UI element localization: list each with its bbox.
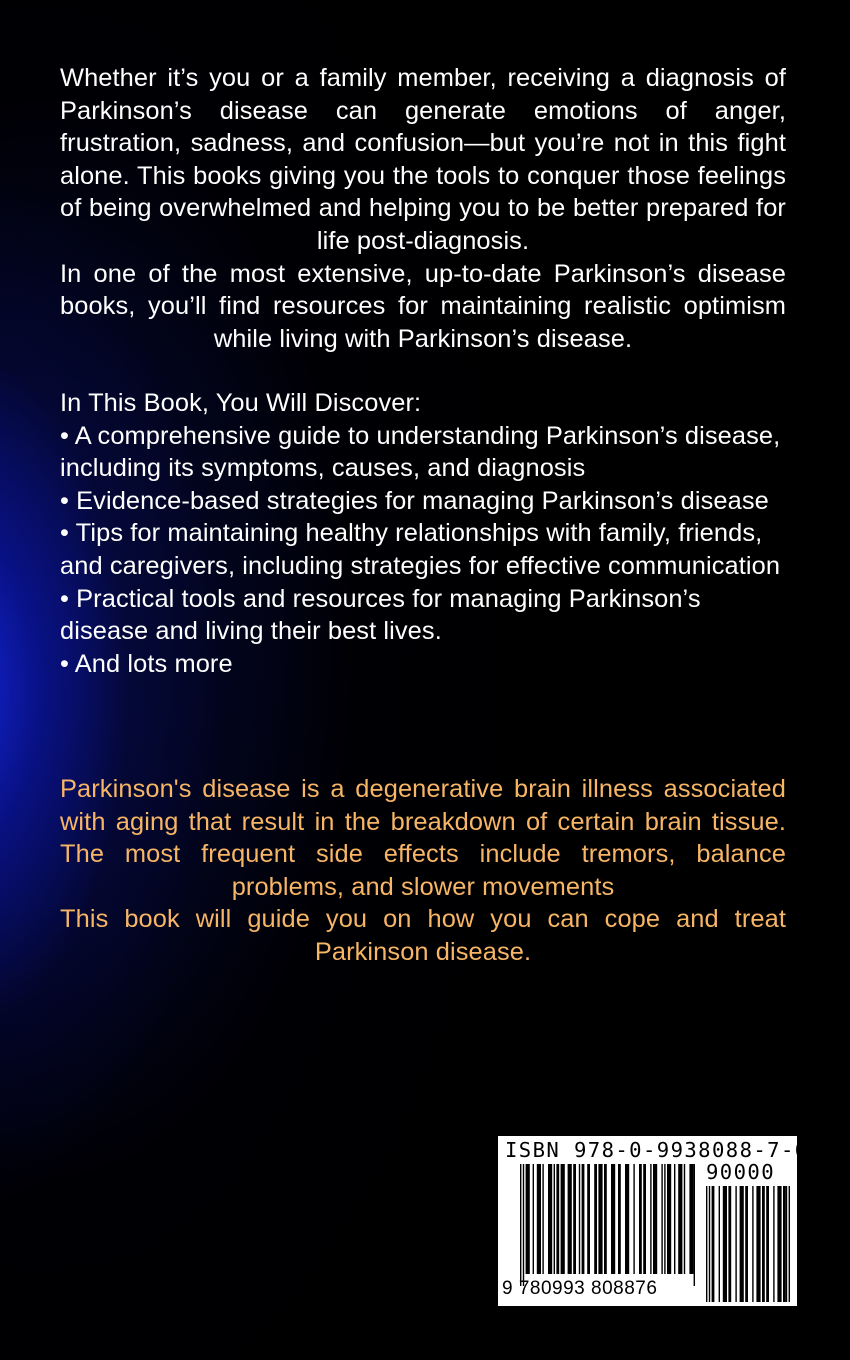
barcode-bar — [533, 1164, 534, 1274]
barcode-bar — [745, 1186, 748, 1302]
barcode-bar — [712, 1186, 715, 1302]
ean-digits-label: 9 780993 808876 — [502, 1278, 658, 1299]
barcode-bar — [554, 1164, 555, 1274]
list-item: • And lots more — [60, 649, 233, 678]
barcode-bar — [735, 1186, 736, 1302]
barcode-bar — [766, 1186, 769, 1302]
barcode-bar — [520, 1164, 521, 1286]
barcode-bar — [633, 1164, 634, 1274]
barcode-bar — [667, 1164, 671, 1274]
barcode-bar — [756, 1186, 760, 1302]
barcode-bar — [625, 1164, 629, 1274]
barcode-bar — [594, 1164, 597, 1274]
barcode-bar — [678, 1164, 682, 1274]
price-code-label: 90000 — [706, 1160, 775, 1184]
barcode-bar — [694, 1164, 695, 1286]
barcode-bar — [573, 1164, 576, 1274]
list-item: • Practical tools and resources for managing Parkinson’s disease and living their best lives. — [60, 584, 701, 646]
barcode-bar — [650, 1164, 651, 1274]
closing-text — [60, 773, 786, 969]
barcode-bar — [604, 1164, 607, 1274]
barcode-bar — [556, 1164, 559, 1274]
barcode-bar — [777, 1186, 781, 1302]
barcode-bar — [653, 1164, 657, 1274]
barcode-bar — [740, 1186, 744, 1302]
barcode-bar — [789, 1186, 790, 1302]
barcode-bar — [542, 1164, 543, 1274]
barcode-bar — [639, 1164, 642, 1274]
barcode-bar — [752, 1186, 753, 1302]
barcode-bar — [526, 1164, 530, 1274]
isbn-barcode — [498, 1136, 809, 1306]
barcode-bar — [618, 1164, 621, 1274]
barcode-bar — [719, 1186, 720, 1302]
barcode-bar — [684, 1164, 685, 1274]
barcode-bar — [723, 1186, 727, 1302]
list-item: • Tips for maintaining healthy relationships with family, friends, and caregivers, including strategies for effective communication — [60, 519, 781, 580]
intro-paragraph-2: In one of the most extensive, up-to-date Parkinson’s disease books, you’ll find resources for maintaining realistic optimism while living with Parkinson’s disease. — [60, 259, 786, 353]
isbn-label: ISBN 978-0-9938088-7-6 — [505, 1138, 809, 1162]
discover-list — [60, 387, 786, 680]
barcode-bar — [706, 1186, 707, 1302]
barcode-bar — [674, 1164, 675, 1274]
barcode-bar — [598, 1164, 602, 1274]
barcode-bar — [664, 1164, 665, 1274]
barcode-bar — [762, 1186, 765, 1302]
barcode-bar — [568, 1164, 572, 1274]
barcode-bar — [523, 1164, 524, 1286]
barcode-bar — [661, 1164, 662, 1274]
list-item: • A comprehensive guide to understanding Parkinson’s disease, including its symptoms, causes, and diagnosis — [60, 421, 781, 483]
closing-paragraph-1: Parkinson's disease is a degenerative brain illness associated with aging that result in the breakdown of certain brain tissue. The most frequent side effects include tremors, balance problems, and slower movements — [60, 775, 786, 901]
barcode-bar — [582, 1164, 585, 1274]
intro-text — [60, 62, 786, 355]
closing-paragraph-2: This book will guide you on how you can cope and treat Parkinson disease. — [60, 905, 786, 966]
barcode-bar — [537, 1164, 541, 1274]
barcode-bar — [773, 1186, 774, 1302]
intro-paragraph-1: Whether it’s you or a family member, receiving a diagnosis of Parkinson’s disease can generate emotions of anger, frustration, sadness, and confusion—but you’re not in this fight alone. This books giving you the tools to conquer those feelings of being overwhelmed and helping you to be better prepared for life post-diagnosis. — [60, 64, 786, 255]
barcode-bar — [587, 1164, 590, 1274]
barcode-bar — [548, 1164, 552, 1274]
barcode-bar — [611, 1164, 615, 1274]
barcode-bar — [643, 1164, 646, 1274]
barcode-bar — [783, 1186, 786, 1302]
list-item: • Evidence-based strategies for managing Parkinson’s disease — [60, 486, 769, 515]
barcode-bar — [728, 1186, 731, 1302]
barcode-bar — [689, 1164, 693, 1274]
barcode-bar — [786, 1186, 787, 1302]
discover-heading: In This Book, You Will Discover: — [60, 389, 422, 417]
barcode-bar — [709, 1186, 710, 1302]
barcode-bar — [561, 1164, 565, 1274]
barcode-bar — [579, 1164, 580, 1274]
